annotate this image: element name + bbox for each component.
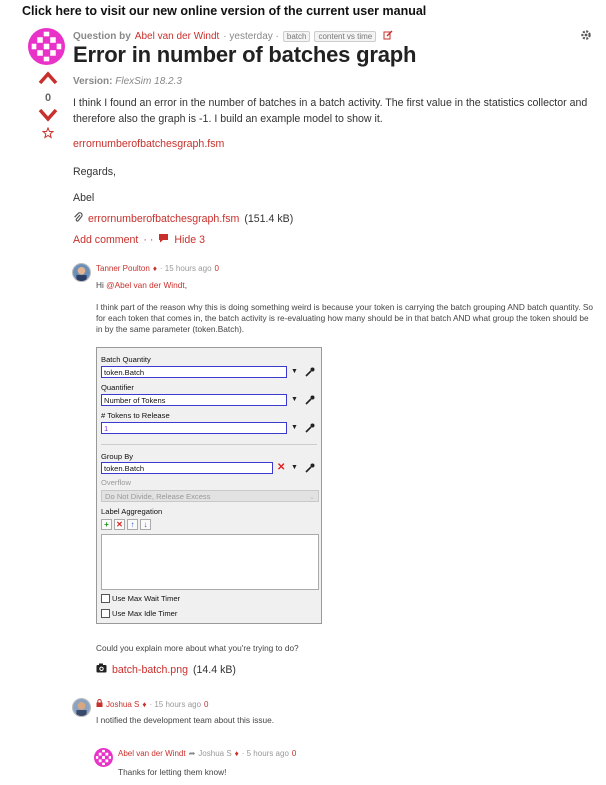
comment-actions (73, 233, 205, 246)
image-attachment-row (96, 663, 236, 676)
overflow-select: Do Not Divide, Release Excess (101, 490, 319, 502)
batch-quantity-sampler-icon (305, 367, 315, 377)
gear-icon[interactable] (580, 28, 592, 40)
version-label: Version: (73, 76, 113, 87)
version-value: FlexSim 18.2.3 (115, 76, 182, 87)
comment-1-score: 0 (214, 264, 219, 273)
tokens-release-sampler-icon (305, 423, 315, 433)
overflow-label: Overflow (101, 478, 131, 487)
question-prefix: Question by (73, 31, 131, 42)
joshua-avatar[interactable] (72, 698, 91, 717)
aggregation-list (101, 534, 319, 590)
attachment-link[interactable]: errornumberofbatchesgraph.fsm (88, 213, 240, 225)
camera-icon (96, 663, 107, 676)
tag-batch[interactable]: batch (283, 31, 311, 42)
reply-to-name: Joshua S (198, 749, 232, 758)
question-body: I think I found an error in the number of batches in a batch activity. The first value in the statistics collector and therefore also the graph is -1. I build an example model to show it. (73, 97, 588, 125)
group-by-sampler-icon (305, 463, 315, 473)
max-wait-checkbox (101, 594, 180, 603)
question-time: · yesterday · (223, 31, 279, 42)
comment-3-meta (118, 749, 296, 758)
comment-2-meta (96, 699, 209, 709)
max-wait-label: Use Max Wait Timer (112, 594, 181, 603)
comment-1-greeting (96, 280, 187, 291)
comment-1-question: Could you explain more about what you're trying to do? (96, 643, 299, 653)
comment-1-text: I think part of the reason why this is doing something weird is because your token is carrying the batch grouping AND batch quantity. So for each token that comes in, the batch activity is re-evaluating how many should be in that batch AND what group the token should be in by the same parameter (token.Batch). (96, 302, 594, 334)
label-aggregation-label: Label Aggregation (101, 507, 163, 516)
commenter-avatar[interactable] (72, 263, 91, 282)
regards-text: Regards, (73, 166, 116, 178)
comment-3-text: Thanks for letting them know! (118, 767, 227, 777)
image-attachment-size: (14.4 kB) (192, 663, 236, 676)
group-by-clear-icon: ✕ (277, 462, 286, 473)
comment-3-author[interactable]: Abel van der Windt (118, 749, 186, 758)
author-avatar[interactable] (28, 28, 65, 65)
comment-3-time: · 5 hours ago (241, 749, 289, 758)
version-info (73, 76, 182, 87)
moderator-diamond: ♦ (152, 264, 157, 273)
quantifier-dropdown-icon: ▼ (291, 396, 298, 403)
batch-quantity-label: Batch Quantity (101, 355, 151, 364)
batch-quantity-dropdown-icon: ▼ (291, 368, 298, 375)
remove-row-icon: ✕ (114, 519, 125, 530)
model-file-link[interactable]: errornumberofbatchesgraph.fsm (73, 138, 225, 150)
move-down-icon: ↓ (140, 519, 151, 530)
comment-2-diamond: ♦ (142, 699, 147, 709)
max-idle-label: Use Max Idle Timer (112, 609, 178, 618)
tag-content-vs-time[interactable]: content vs time (314, 31, 376, 42)
comment-1-author[interactable]: Tanner Poulton (96, 264, 150, 273)
quantifier-label: Quantifier (101, 383, 134, 392)
comment-1-meta (96, 264, 219, 273)
paperclip-icon (73, 212, 83, 226)
greeting-suffix: , (184, 280, 187, 290)
batch-quantity-field: token.Batch (101, 366, 287, 378)
signature-text: Abel (73, 192, 95, 204)
page-title: Error in number of batches graph (73, 42, 417, 67)
tokens-release-dropdown-icon: ▼ (291, 424, 298, 431)
batch-settings-image (96, 347, 322, 624)
group-by-label: Group By (101, 452, 134, 461)
reply-author-avatar[interactable] (94, 748, 113, 767)
tokens-release-field: 1 (101, 422, 287, 434)
attachment-row (73, 212, 293, 226)
question-author-link[interactable]: Abel van der Windt (134, 31, 220, 42)
max-idle-checkbox (101, 609, 177, 618)
comment-2-time: · 15 hours ago (149, 699, 202, 709)
lock-icon (96, 699, 103, 709)
favorite-star-icon[interactable] (38, 126, 58, 144)
greeting-prefix: Hi (96, 280, 104, 290)
mention-link[interactable]: @Abel van der Windt (106, 280, 185, 290)
comment-1-time: · 15 hours ago (159, 264, 212, 273)
comment-bubble-icon (158, 233, 169, 246)
image-attachment-link[interactable]: batch-batch.png (112, 663, 188, 676)
tokens-release-label: # Tokens to Release (101, 411, 170, 420)
upvote-icon[interactable] (38, 71, 58, 90)
comment-2-author[interactable]: Joshua S (106, 699, 140, 709)
dialog-divider (101, 444, 317, 445)
comment-2-score: 0 (204, 699, 209, 709)
action-separators: · · (143, 233, 154, 246)
vote-count: 0 (44, 92, 52, 104)
comment-3-score: 0 (291, 749, 297, 758)
manual-banner-link[interactable]: Click here to visit our new online version of the current user manual (22, 4, 427, 18)
downvote-icon[interactable] (38, 108, 58, 127)
quantifier-field: Number of Tokens (101, 394, 287, 406)
add-comment-link[interactable]: Add comment (73, 233, 139, 246)
comment-2-text: I notified the development team about this issue. (96, 715, 275, 725)
attachment-size: (151.4 kB) (244, 213, 294, 225)
reply-arrow-icon: ➦ (188, 749, 196, 758)
add-row-icon: + (101, 519, 112, 530)
comment-3-diamond: ♦ (234, 749, 239, 758)
quantifier-sampler-icon (305, 395, 315, 405)
move-up-icon: ↑ (127, 519, 138, 530)
hide-comments-link[interactable]: Hide 3 (174, 233, 205, 246)
group-by-field: token.Batch (101, 462, 273, 474)
overflow-dropdown-icon: ⌄ (309, 494, 315, 501)
group-by-dropdown-icon: ▼ (291, 464, 298, 471)
